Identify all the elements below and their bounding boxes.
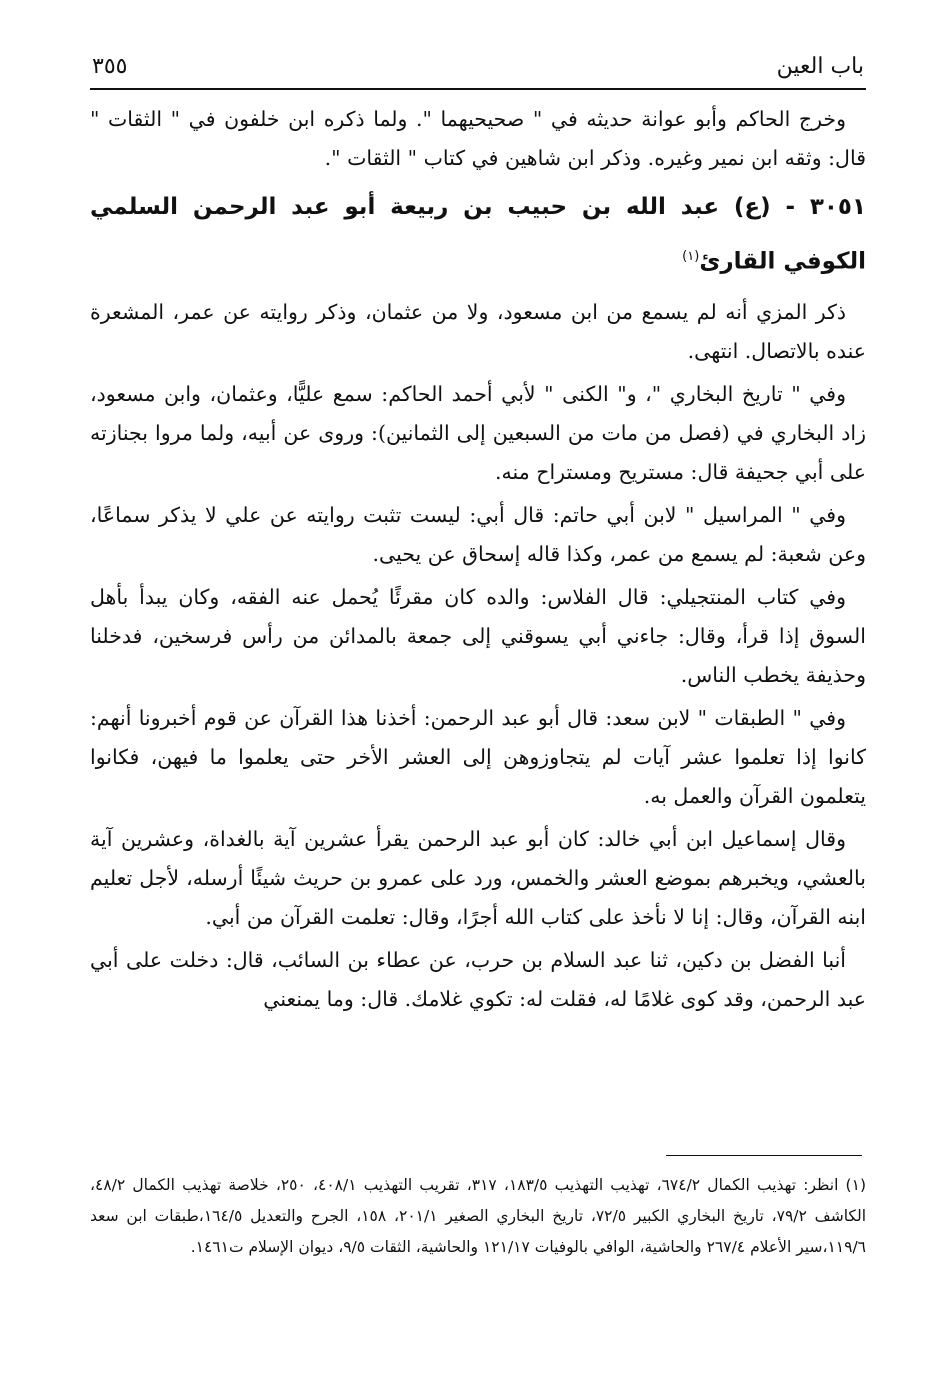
paragraph: وخرج الحاكم وأبو عوانة حديثه في " صحيحيهما ". ولما ذكره ابن خلفون في " الثقات " قال: وثقه ابن نمير وغيره. وذكر ابن شاهين في كتاب " الثقات ". [90,107,866,170]
paragraph: وفي " تاريخ البخاري "، و" الكنى " لأبي أحمد الحاكم: سمع عليًّا، وعثمان، وابن مسعود، زاد البخاري في (فصل من مات من السبعين إلى الثمانين): وروى عن أبيه، ولما مروا بجنازته على أبي جحيفة قال: مستريح ومستراح منه. [90,381,866,484]
page [90,50,866,1023]
paragraph: وفي " الطبقات " لابن سعد: قال أبو عبد الرحمن: أخذنا هذا القرآن عن قوم أخبرونا أنهم: كانوا إذا تعلموا عشر آيات لم يتجاوزوهن إلى العشر الأخر حتى يعلموا ما فيهن، فكانوا يتعلمون القرآن والعمل به. [90,705,866,808]
paragraph: وقال إسماعيل ابن أبي خالد: كان أبو عبد الرحمن يقرأ عشرين آية بالغداة، وعشرين آية بالعشي، ويخبرهم بموضع العشر والخمس، ورد على عمرو بن حريث شيئًا أرسله، لأجل تعليم ابنه القرآن، وقال: إنا لا نأخذ على كتاب الله أجرًا، وقال: تعلمت القرآن من أبي. [90,826,866,929]
footnote: (١) انظر: تهذيب الكمال ٦٧٤/٢، تهذيب التهذيب ١٨٣/٥، ٣١٧، تقريب التهذيب ٤٠٨/١، ٢٥٠، خلاصة تهذيب الكمال ٤٨/٢، الكاشف ٧٩/٢، تاريخ البخاري الكبير ٧٢/٥، تاريخ البخاري الصغير ٢٠١/١، ١٥٨، الجرح والتعديل ١٦٤/٥،طبقات ابن سعد ١١٩/٦،سير الأعلام ٢٦٧/٤ والحاشية، الوافي بالوفيات ١٢١/١٧ والحاشية، الثقات ٩/٥، ديوان الإسلام ت١٤٦١. [90,1176,867,1256]
body-text [90,100,866,1019]
footnote-ref: (١) [682,249,700,264]
entry-title: ٣٠٥١ - (ع) عبد الله بن حبيب بن ربيعة أبو عبد الرحمن السلمي الكوفي القارئ [90,194,866,275]
paragraph: وفي " المراسيل " لابن أبي حاتم: قال أبي: ليست تثبت روايته عن علي لا يذكر سماعًا، وعن شعبة: لم يسمع من عمر، وكذا قاله إسحاق عن يحيى. [90,502,866,566]
paragraph: ذكر المزي أنه لم يسمع من ابن مسعود، ولا من عثمان، وذكر روايته عن عمر، المشعرة عنده بالاتصال. انتهى. [90,299,866,363]
entry-heading [90,182,866,287]
paragraph: وفي كتاب المنتجيلي: قال الفلاس: والده كان مقرئًا يُحمل عنه الفقه، وكان يبدأ بأهل السوق إذا قرأ، وقال: جاءني أبي يسوقني إلى جمعة بالمدائن من رأس فرسخين، فدخلنا وحذيفة يخطب الناس. [90,584,866,687]
running-header [90,50,866,90]
chapter-title: باب العين [776,54,864,79]
page-number: ٣٥٥ [92,54,128,79]
paragraph: أنبا الفضل بن دكين، ثنا عبد السلام بن حرب، عن عطاء بن السائب، قال: دخلت على أبي عبد الرحمن، وقد كوى غلامًا له، فقلت له: تكوي غلامك. قال: وما يمنعني [90,947,866,1011]
footnote-divider [666,1155,862,1156]
